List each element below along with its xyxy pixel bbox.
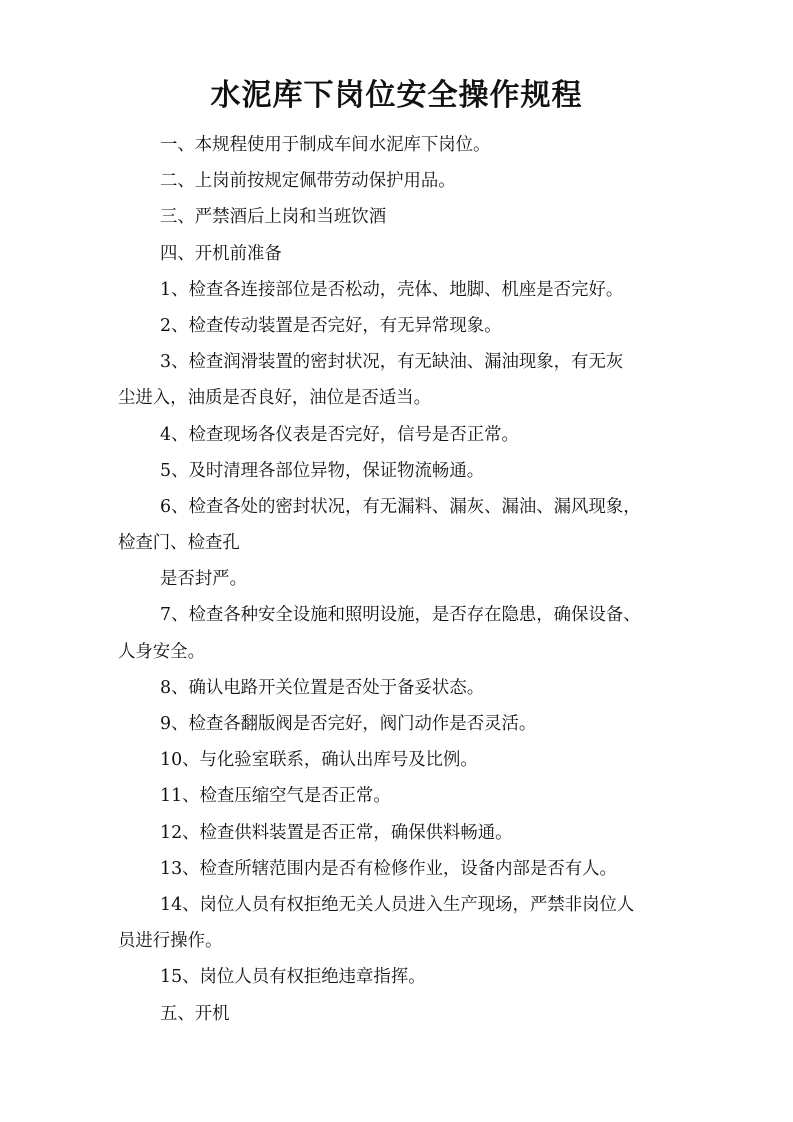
text-line: 人身安全。 [118,641,205,662]
text-line: 7、检查各种安全设施和照明设施，是否存在隐患，确保设备、 [160,605,641,626]
text-line: 检查门、检查孔 [118,533,240,554]
text-line: 员进行操作。 [118,931,223,952]
text-line: 11、检查压缩空气是否正常。 [160,786,391,807]
text-line: 五、开机 [160,1003,230,1024]
text-line: 4、检查现场各仪表是否完好，信号是否正常。 [160,424,519,445]
text-line: 1、检查各连接部位是否松动，壳体、地脚、机座是否完好。 [160,279,624,300]
text-line: 三、严禁酒后上岗和当班饮酒 [160,207,387,228]
text-line: 13、检查所辖范围内是否有检修作业，设备内部是否有人。 [160,858,617,879]
text-line: 10、与化验室联系，确认出库号及比例。 [160,750,478,771]
text-line: 3、检查润滑装置的密封状况，有无缺油、漏油现象，有无灰 [160,352,624,373]
text-line: 尘进入，油质是否良好，油位是否适当。 [118,388,432,409]
text-line: 5、及时清理各部位异物，保证物流畅通。 [160,460,485,481]
text-line: 9、检查各翻版阀是否完好，阀门动作是否灵活。 [160,714,537,734]
text-line: 一、本规程使用于制成车间水泥库下岗位。 [160,135,491,155]
text-line: 12、检查供料装置是否正常，确保供料畅通。 [160,822,513,843]
text-line: 6、检查各处的密封状况，有无漏料、漏灰、漏油、漏风现象， [160,496,641,517]
text-line: 四、开机前准备 [160,243,282,264]
document-title: 水泥库下岗位安全操作规程 [210,78,583,113]
text-line: 8、确认电路开关位置是否处于备妥状态。 [160,677,485,698]
text-line: 2、检查传动装置是否完好，有无异常现象。 [160,315,502,336]
text-line: 15、岗位人员有权拒绝违章指挥。 [160,967,426,988]
text-line: 是否封严。 [160,569,247,590]
text-line: 14、岗位人员有权拒绝无关人员进入生产现场，严禁非岗位人 [160,894,635,915]
document-body [118,127,678,1032]
text-line: 二、上岗前按规定佩带劳动保护用品。 [160,171,456,192]
